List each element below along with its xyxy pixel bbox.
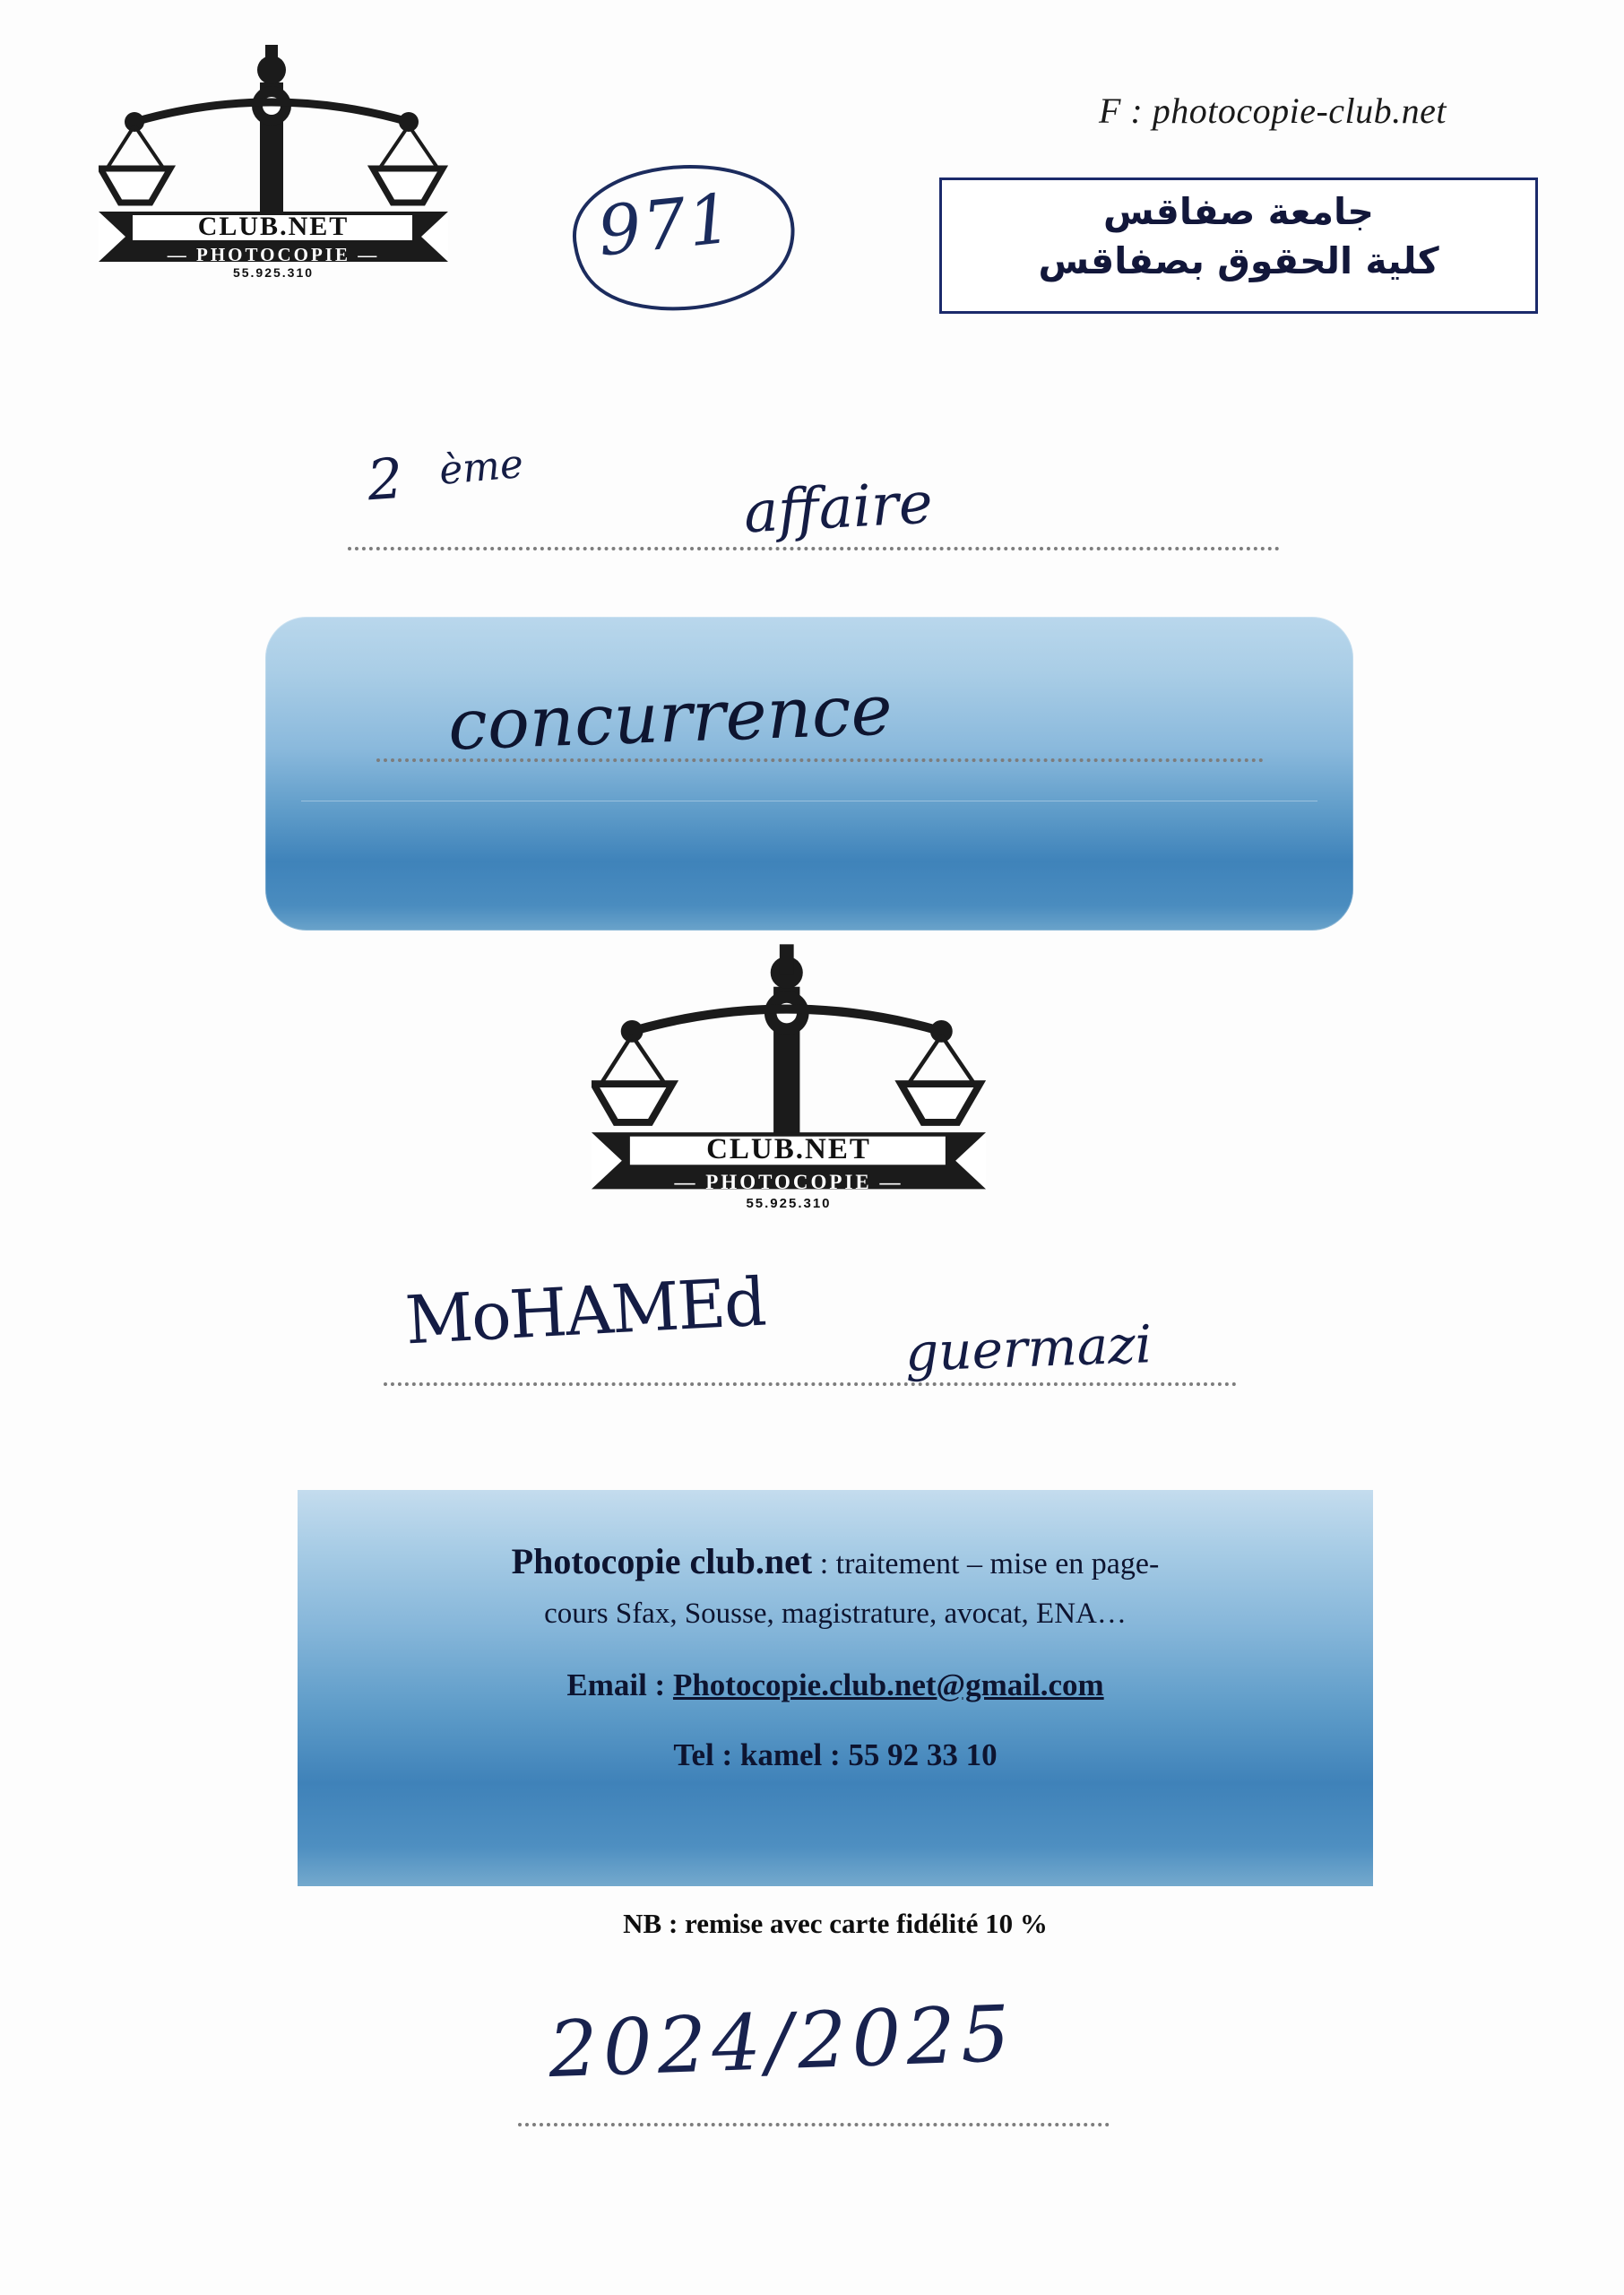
logo-brand-bottom: CLUB.NET bbox=[706, 1133, 871, 1165]
club-net-logo-bottom bbox=[592, 932, 986, 1219]
logo-phone-bottom: 55.925.310 bbox=[746, 1196, 832, 1211]
handwriting-level-suffix: ème bbox=[436, 441, 525, 494]
shop-services-line bbox=[298, 1522, 1373, 1589]
logo-service-top: — PHOTOCOPIE — bbox=[167, 244, 380, 265]
circled-number-value: 971 bbox=[593, 178, 738, 272]
handwriting-title: concurrence bbox=[446, 670, 894, 766]
logo-phone-top: 55.925.310 bbox=[232, 265, 315, 280]
handwriting-level: 2 bbox=[365, 445, 405, 514]
shop-info-box bbox=[298, 1490, 1373, 1886]
handwriting-student-last: guermazi bbox=[903, 1313, 1153, 1383]
email-label: Email : bbox=[566, 1667, 673, 1702]
handwriting-subject-label: affaire bbox=[742, 470, 935, 547]
university-box bbox=[939, 178, 1538, 314]
shop-services-line-2: cours Sfax, Sousse, magistrature, avocat, ENA… bbox=[544, 1598, 1127, 1630]
logo-service-bottom: — PHOTOCOPIE — bbox=[674, 1171, 903, 1193]
site-url: F : photocopie-club.net bbox=[1098, 91, 1447, 131]
circled-number bbox=[549, 160, 808, 321]
shop-services: : traitement – mise en page- bbox=[819, 1547, 1160, 1581]
title-banner bbox=[265, 617, 1353, 931]
handwriting-student-first: MoHAMEd bbox=[403, 1263, 767, 1360]
shop-name: Photocopie club.net bbox=[511, 1541, 813, 1581]
university-name: جامعة صفاقس bbox=[1103, 190, 1374, 233]
shop-email-line bbox=[298, 1637, 1373, 1710]
faculty-name: كلية الحقوق بصفاقس bbox=[1038, 239, 1439, 283]
logo-brand-top: CLUB.NET bbox=[197, 212, 350, 241]
loyalty-note: NB : remise avec carte fidélité 10 % bbox=[623, 1908, 1048, 1939]
dotted-line-student bbox=[384, 1382, 1237, 1386]
dotted-line-year bbox=[518, 2123, 1110, 2126]
club-net-logo-top bbox=[99, 36, 448, 287]
email-address[interactable]: Photocopie.club.net@gmail.com bbox=[672, 1667, 1104, 1702]
dotted-line-subject bbox=[348, 547, 1280, 550]
handwriting-year: 2024/2025 bbox=[547, 1988, 1017, 2096]
shop-phone-line: Tel : kamel : 55 92 33 10 bbox=[673, 1737, 998, 1772]
